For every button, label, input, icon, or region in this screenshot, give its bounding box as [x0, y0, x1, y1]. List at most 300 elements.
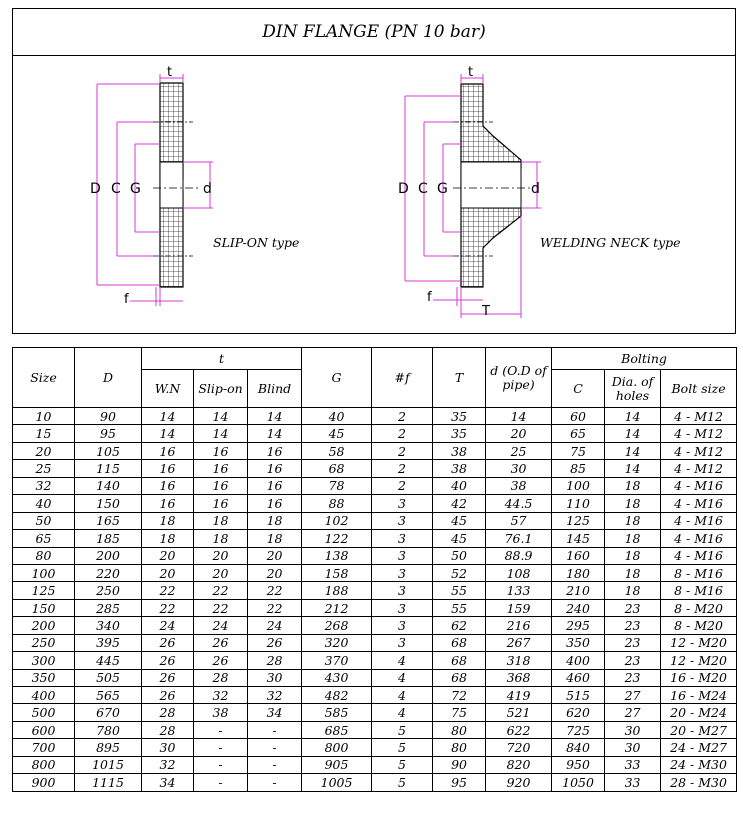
- table-cell: 28 - M30: [661, 774, 737, 791]
- table-cell: 3: [372, 547, 433, 564]
- table-cell: 18: [605, 495, 661, 512]
- table-cell: 14: [605, 408, 661, 425]
- table-cell: 68: [433, 669, 486, 686]
- table-cell: 8 - M16: [661, 564, 737, 581]
- table-cell: 395: [75, 634, 142, 651]
- table-cell: 250: [13, 634, 75, 651]
- table-cell: 268: [302, 617, 372, 634]
- table-cell: 3: [372, 495, 433, 512]
- flange-spec-table: [12, 347, 737, 792]
- table-cell: 2: [372, 477, 433, 494]
- table-cell: 88: [302, 495, 372, 512]
- table-cell: 4 - M16: [661, 477, 737, 494]
- table-cell: 12 - M20: [661, 652, 737, 669]
- weld-neck-label-C: C: [418, 181, 428, 197]
- table-cell: 820: [486, 756, 552, 773]
- table-cell: 5: [372, 739, 433, 756]
- table-cell: 40: [302, 408, 372, 425]
- table-row: [13, 408, 737, 425]
- table-cell: 24: [142, 617, 194, 634]
- table-cell: 32: [13, 477, 75, 494]
- table-cell: 370: [302, 652, 372, 669]
- table-cell: 76.1: [486, 530, 552, 547]
- table-row: [13, 582, 737, 599]
- table-cell: 14: [486, 408, 552, 425]
- table-cell: 110: [552, 495, 605, 512]
- slip-on-label-f: f: [124, 292, 129, 307]
- table-cell: -: [248, 721, 302, 738]
- table-cell: 4 - M16: [661, 547, 737, 564]
- table-cell: 28: [194, 669, 248, 686]
- table-cell: 22: [248, 582, 302, 599]
- page-title: DIN FLANGE (PN 10 bar): [12, 8, 736, 56]
- table-row: [13, 687, 737, 704]
- table-cell: -: [194, 774, 248, 791]
- table-cell: 482: [302, 687, 372, 704]
- header-G: G: [302, 348, 372, 408]
- table-row: [13, 442, 737, 459]
- table-cell: 14: [605, 425, 661, 442]
- table-cell: 20: [248, 564, 302, 581]
- table-cell: 32: [194, 687, 248, 704]
- table-cell: 240: [552, 599, 605, 616]
- table-cell: 840: [552, 739, 605, 756]
- table-cell: 18: [248, 512, 302, 529]
- table-cell: 5: [372, 721, 433, 738]
- table-row: [13, 530, 737, 547]
- weld-neck-label-f: f: [427, 290, 432, 305]
- header-f: #f: [372, 348, 433, 408]
- table-cell: 45: [433, 530, 486, 547]
- table-cell: 24 - M30: [661, 756, 737, 773]
- header-t-wn: W.N: [142, 370, 194, 408]
- table-row: [13, 756, 737, 773]
- table-cell: 905: [302, 756, 372, 773]
- table-cell: 90: [433, 756, 486, 773]
- table-cell: 16: [142, 495, 194, 512]
- slip-on-drawing: [90, 65, 299, 307]
- table-cell: 18: [194, 530, 248, 547]
- table-cell: 138: [302, 547, 372, 564]
- table-cell: 20: [142, 564, 194, 581]
- table-cell: 18: [605, 582, 661, 599]
- table-cell: 460: [552, 669, 605, 686]
- table-cell: -: [194, 739, 248, 756]
- slip-on-label-D: D: [90, 181, 101, 197]
- table-cell: 14: [248, 425, 302, 442]
- table-row: [13, 512, 737, 529]
- table-cell: 18: [605, 547, 661, 564]
- table-cell: 159: [486, 599, 552, 616]
- table-cell: 4: [372, 704, 433, 721]
- table-cell: 133: [486, 582, 552, 599]
- table-cell: 2: [372, 442, 433, 459]
- table-cell: 26: [194, 634, 248, 651]
- table-cell: 50: [13, 512, 75, 529]
- table-cell: 16: [248, 495, 302, 512]
- table-body: [13, 408, 737, 792]
- table-cell: 445: [75, 652, 142, 669]
- table-cell: 4 - M12: [661, 460, 737, 477]
- table-cell: 57: [486, 512, 552, 529]
- table-cell: 16: [248, 477, 302, 494]
- table-cell: 88.9: [486, 547, 552, 564]
- table-cell: 55: [433, 582, 486, 599]
- table-cell: 25: [13, 460, 75, 477]
- header-t-blind: Blind: [248, 370, 302, 408]
- table-cell: 90: [75, 408, 142, 425]
- table-cell: 32: [142, 756, 194, 773]
- table-cell: 33: [605, 774, 661, 791]
- table-cell: 400: [552, 652, 605, 669]
- table-cell: 115: [75, 460, 142, 477]
- header-T: T: [433, 348, 486, 408]
- weld-neck-label-D: D: [398, 181, 409, 197]
- table-cell: 400: [13, 687, 75, 704]
- table-cell: 23: [605, 669, 661, 686]
- table-cell: 500: [13, 704, 75, 721]
- table-cell: 16: [194, 477, 248, 494]
- table-cell: 18: [248, 530, 302, 547]
- table-cell: 25: [486, 442, 552, 459]
- weld-neck-label-d: d: [531, 181, 540, 197]
- table-cell: 27: [605, 687, 661, 704]
- table-cell: 4: [372, 652, 433, 669]
- table-cell: 18: [605, 512, 661, 529]
- slip-on-label-d: d: [203, 181, 212, 197]
- table-cell: 150: [13, 599, 75, 616]
- table-cell: 75: [433, 704, 486, 721]
- table-cell: 8 - M20: [661, 617, 737, 634]
- table-cell: 16: [194, 495, 248, 512]
- table-cell: 8 - M16: [661, 582, 737, 599]
- table-cell: 185: [75, 530, 142, 547]
- table-cell: 565: [75, 687, 142, 704]
- table-cell: 27: [605, 704, 661, 721]
- table-cell: 780: [75, 721, 142, 738]
- table-cell: 65: [13, 530, 75, 547]
- table-cell: 685: [302, 721, 372, 738]
- table-cell: 15: [13, 425, 75, 442]
- table-cell: 165: [75, 512, 142, 529]
- table-cell: 125: [552, 512, 605, 529]
- table-cell: 18: [142, 512, 194, 529]
- table-cell: 95: [433, 774, 486, 791]
- table-cell: 20 - M24: [661, 704, 737, 721]
- table-cell: 200: [75, 547, 142, 564]
- table-cell: 30: [142, 739, 194, 756]
- diagram-canvas: [13, 56, 737, 334]
- table-cell: 16 - M24: [661, 687, 737, 704]
- table-cell: 95: [75, 425, 142, 442]
- table-cell: 3: [372, 617, 433, 634]
- table-cell: 920: [486, 774, 552, 791]
- table-cell: 4 - M12: [661, 442, 737, 459]
- table-cell: -: [194, 721, 248, 738]
- table-cell: 30: [486, 460, 552, 477]
- table-cell: 900: [13, 774, 75, 791]
- table-cell: 50: [433, 547, 486, 564]
- table-cell: 14: [605, 442, 661, 459]
- table-cell: 100: [13, 564, 75, 581]
- table-cell: 30: [248, 669, 302, 686]
- table-cell: 44.5: [486, 495, 552, 512]
- table-row: [13, 704, 737, 721]
- table-cell: 20: [194, 547, 248, 564]
- table-cell: 23: [605, 617, 661, 634]
- table-cell: 45: [302, 425, 372, 442]
- table-cell: 1015: [75, 756, 142, 773]
- table-row: [13, 669, 737, 686]
- welding-neck-drawing: [398, 65, 681, 319]
- table-cell: 34: [142, 774, 194, 791]
- header-t: t: [142, 348, 302, 370]
- table-row: [13, 564, 737, 581]
- table-cell: 4 - M16: [661, 512, 737, 529]
- welding-neck-caption: WELDING NECK type: [540, 235, 681, 250]
- table-row: [13, 425, 737, 442]
- table-cell: 78: [302, 477, 372, 494]
- table-cell: 16: [248, 460, 302, 477]
- table-row: [13, 617, 737, 634]
- table-cell: 122: [302, 530, 372, 547]
- table-cell: 14: [605, 460, 661, 477]
- table-cell: 72: [433, 687, 486, 704]
- table-cell: 28: [142, 721, 194, 738]
- table-cell: 14: [142, 425, 194, 442]
- table-cell: 419: [486, 687, 552, 704]
- table-cell: -: [248, 756, 302, 773]
- table-row: [13, 739, 737, 756]
- table-cell: 320: [302, 634, 372, 651]
- table-cell: 521: [486, 704, 552, 721]
- table-cell: 4 - M12: [661, 425, 737, 442]
- table-cell: 68: [433, 652, 486, 669]
- table-cell: 10: [13, 408, 75, 425]
- table-cell: 68: [302, 460, 372, 477]
- slip-on-label-G: G: [130, 181, 141, 197]
- table-cell: -: [248, 739, 302, 756]
- table-cell: 200: [13, 617, 75, 634]
- table-cell: 800: [13, 756, 75, 773]
- table-row: [13, 599, 737, 616]
- table-row: [13, 477, 737, 494]
- table-cell: 32: [248, 687, 302, 704]
- table-cell: 14: [194, 425, 248, 442]
- table-cell: 52: [433, 564, 486, 581]
- table-cell: 14: [142, 408, 194, 425]
- table-cell: 80: [433, 721, 486, 738]
- table-cell: 23: [605, 634, 661, 651]
- table-cell: 340: [75, 617, 142, 634]
- table-cell: 18: [194, 512, 248, 529]
- table-cell: 42: [433, 495, 486, 512]
- table-cell: 18: [605, 564, 661, 581]
- table-cell: 515: [552, 687, 605, 704]
- table-cell: 3: [372, 512, 433, 529]
- header-bolting: Bolting: [552, 348, 737, 370]
- table-cell: 285: [75, 599, 142, 616]
- table-row: [13, 652, 737, 669]
- table-cell: 220: [75, 564, 142, 581]
- table-cell: 318: [486, 652, 552, 669]
- flange-diagrams: [12, 56, 736, 334]
- table-cell: 30: [605, 739, 661, 756]
- table-cell: 188: [302, 582, 372, 599]
- weld-neck-label-G: G: [437, 181, 448, 197]
- table-cell: 20: [486, 425, 552, 442]
- table-cell: 350: [552, 634, 605, 651]
- slip-on-caption: SLIP-ON type: [213, 235, 300, 250]
- table-cell: 65: [552, 425, 605, 442]
- table-cell: 85: [552, 460, 605, 477]
- table-cell: 5: [372, 756, 433, 773]
- table-cell: 23: [605, 652, 661, 669]
- table-cell: 670: [75, 704, 142, 721]
- table-cell: 725: [552, 721, 605, 738]
- table-cell: 22: [194, 599, 248, 616]
- header-t-slip: Slip-on: [194, 370, 248, 408]
- table-cell: 267: [486, 634, 552, 651]
- table-cell: 2: [372, 460, 433, 477]
- table-cell: 895: [75, 739, 142, 756]
- table-row: [13, 721, 737, 738]
- table-cell: 700: [13, 739, 75, 756]
- table-cell: 20: [248, 547, 302, 564]
- table-cell: 30: [605, 721, 661, 738]
- table-cell: 300: [13, 652, 75, 669]
- table-cell: 16: [142, 460, 194, 477]
- table-cell: -: [194, 756, 248, 773]
- table-cell: 3: [372, 564, 433, 581]
- table-cell: 23: [605, 599, 661, 616]
- table-cell: 3: [372, 530, 433, 547]
- weld-neck-label-T: T: [482, 304, 490, 319]
- table-cell: 38: [433, 460, 486, 477]
- table-cell: 40: [13, 495, 75, 512]
- table-cell: 2: [372, 425, 433, 442]
- table-cell: 20: [194, 564, 248, 581]
- table-cell: 368: [486, 669, 552, 686]
- table-cell: 26: [248, 634, 302, 651]
- header-size: Size: [13, 348, 75, 408]
- table-cell: 80: [13, 547, 75, 564]
- table-cell: 14: [248, 408, 302, 425]
- table-cell: 18: [605, 477, 661, 494]
- table-cell: 35: [433, 425, 486, 442]
- table-cell: 18: [605, 530, 661, 547]
- table-cell: 585: [302, 704, 372, 721]
- table-cell: 4 - M16: [661, 495, 737, 512]
- table-cell: 150: [75, 495, 142, 512]
- table-cell: 5: [372, 774, 433, 791]
- table-cell: 622: [486, 721, 552, 738]
- table-cell: 26: [142, 669, 194, 686]
- table-cell: 505: [75, 669, 142, 686]
- table-cell: 16: [194, 460, 248, 477]
- table-cell: 3: [372, 599, 433, 616]
- table-cell: 212: [302, 599, 372, 616]
- table-cell: 210: [552, 582, 605, 599]
- table-cell: 160: [552, 547, 605, 564]
- table-cell: 600: [13, 721, 75, 738]
- table-cell: 108: [486, 564, 552, 581]
- table-cell: 22: [142, 582, 194, 599]
- table-cell: 38: [433, 442, 486, 459]
- table-cell: 16: [142, 477, 194, 494]
- table-cell: 18: [142, 530, 194, 547]
- table-cell: 20: [142, 547, 194, 564]
- table-cell: 33: [605, 756, 661, 773]
- table-cell: 24: [194, 617, 248, 634]
- table-cell: 38: [486, 477, 552, 494]
- table-cell: 180: [552, 564, 605, 581]
- table-cell: 4: [372, 687, 433, 704]
- table-cell: 295: [552, 617, 605, 634]
- header-d: d (O.D of pipe): [486, 348, 552, 408]
- table-cell: 28: [248, 652, 302, 669]
- table-cell: 35: [433, 408, 486, 425]
- table-cell: 40: [433, 477, 486, 494]
- table-cell: 430: [302, 669, 372, 686]
- table-cell: 720: [486, 739, 552, 756]
- table-cell: -: [248, 774, 302, 791]
- table-cell: 16: [142, 442, 194, 459]
- table-cell: 20 - M27: [661, 721, 737, 738]
- table-cell: 125: [13, 582, 75, 599]
- table-cell: 1115: [75, 774, 142, 791]
- table-cell: 1005: [302, 774, 372, 791]
- table-cell: 14: [194, 408, 248, 425]
- table-cell: 8 - M20: [661, 599, 737, 616]
- table-cell: 140: [75, 477, 142, 494]
- header-holes: Dia. of holes: [605, 370, 661, 408]
- table-cell: 38: [194, 704, 248, 721]
- table-cell: 145: [552, 530, 605, 547]
- table-cell: 22: [248, 599, 302, 616]
- table-cell: 250: [75, 582, 142, 599]
- table-cell: 24: [248, 617, 302, 634]
- table-row: [13, 547, 737, 564]
- table-cell: 216: [486, 617, 552, 634]
- table-cell: 60: [552, 408, 605, 425]
- table-cell: 102: [302, 512, 372, 529]
- table-cell: 2: [372, 408, 433, 425]
- table-cell: 26: [142, 634, 194, 651]
- table-cell: 45: [433, 512, 486, 529]
- header-C: C: [552, 370, 605, 408]
- table-cell: 16 - M20: [661, 669, 737, 686]
- header-bolt: Bolt size: [661, 370, 737, 408]
- table-cell: 80: [433, 739, 486, 756]
- table-row: [13, 460, 737, 477]
- table-cell: 4: [372, 669, 433, 686]
- table-cell: 68: [433, 634, 486, 651]
- table-cell: 62: [433, 617, 486, 634]
- table-cell: 3: [372, 634, 433, 651]
- table-cell: 16: [248, 442, 302, 459]
- table-cell: 20: [13, 442, 75, 459]
- table-row: [13, 634, 737, 651]
- table-cell: 16: [194, 442, 248, 459]
- table-cell: 22: [194, 582, 248, 599]
- table-cell: 75: [552, 442, 605, 459]
- table-cell: 4 - M12: [661, 408, 737, 425]
- table-cell: 26: [142, 652, 194, 669]
- table-cell: 24 - M27: [661, 739, 737, 756]
- table-cell: 158: [302, 564, 372, 581]
- table-cell: 58: [302, 442, 372, 459]
